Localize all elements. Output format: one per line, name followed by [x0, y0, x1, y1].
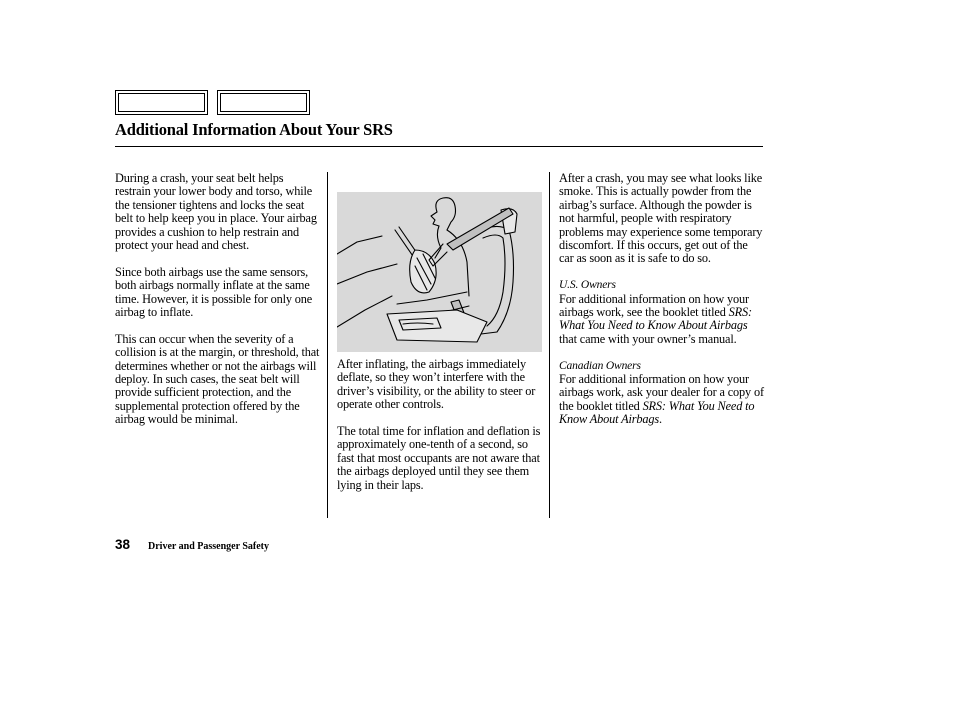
deflation-paragraph: After inflating, the airbags immediately deflate, so they won’t interfere with the driver’s visibility, or the ability to steer or operate other controls.: [337, 357, 536, 412]
us-owners-text-end: that came with your owner’s manual.: [559, 331, 737, 346]
both-airbags-paragraph: Since both airbags use the same sensors, both airbags normally inflate at the same time. However, it is possible for only one airbag to inflate.: [115, 264, 313, 320]
column-divider-right: [549, 172, 550, 518]
text-column-middle: [337, 358, 543, 505]
column-divider-left: [327, 172, 328, 518]
airbag-deployment-illustration: [337, 192, 542, 352]
title-underline: [115, 146, 763, 147]
canadian-owners-text: For additional information on how your airbags work, ask your dealer for a copy of the booklet titled: [559, 372, 764, 413]
canadian-owners-heading: Canadian Owners: [559, 359, 641, 372]
smoke-paragraph: After a crash, you may see what looks like smoke. This is actually powder from the airbag’s surface. Although the powder is not harmful, people with respiratory problems may experience some temporary discomfort. If this occurs, get out of the car as soon as it is safe to do so.: [559, 171, 763, 266]
threshold-paragraph: This can occur when the severity of a collision is at the margin, or threshold, that determines whether or not the airbags will deploy. In such cases, the seat belt will provide sufficient protection, and the supplemental protection offered by the airbag would be minimal.: [115, 331, 320, 427]
timing-paragraph: The total time for inflation and deflation is approximately one-tenth of a second, so fast that most occupants are not aware that the airbags deployed until they see them lying in their laps.: [337, 424, 541, 492]
crash-restraint-paragraph: During a crash, your seat belt helps restrain your lower body and torso, while the tensioner tightens and locks the seat belt to help keep you in place. Your airbag provides a cushion to help restrain and protect your head and chest.: [115, 171, 317, 253]
us-owners-block: [559, 279, 765, 346]
page-title: Additional Information About Your SRS: [115, 120, 393, 139]
canadian-booklet-title: SRS: What You Need to Know About Airbags: [559, 398, 755, 427]
section-name: Driver and Passenger Safety: [148, 541, 270, 552]
page-number: 38: [115, 537, 131, 552]
us-owners-text: For additional information on how your airbags work, see the booklet titled: [559, 291, 749, 320]
text-column-left: [115, 172, 320, 440]
text-column-right: [559, 172, 765, 440]
canadian-owners-text-end: .: [659, 412, 662, 427]
us-owners-heading: U.S. Owners: [559, 279, 616, 292]
header-tab-box-right: [217, 90, 310, 115]
canadian-owners-block: [559, 360, 765, 427]
us-booklet-title: SRS: What You Need to Know About Airbags: [559, 305, 752, 333]
header-tab-box-left: [115, 90, 208, 115]
